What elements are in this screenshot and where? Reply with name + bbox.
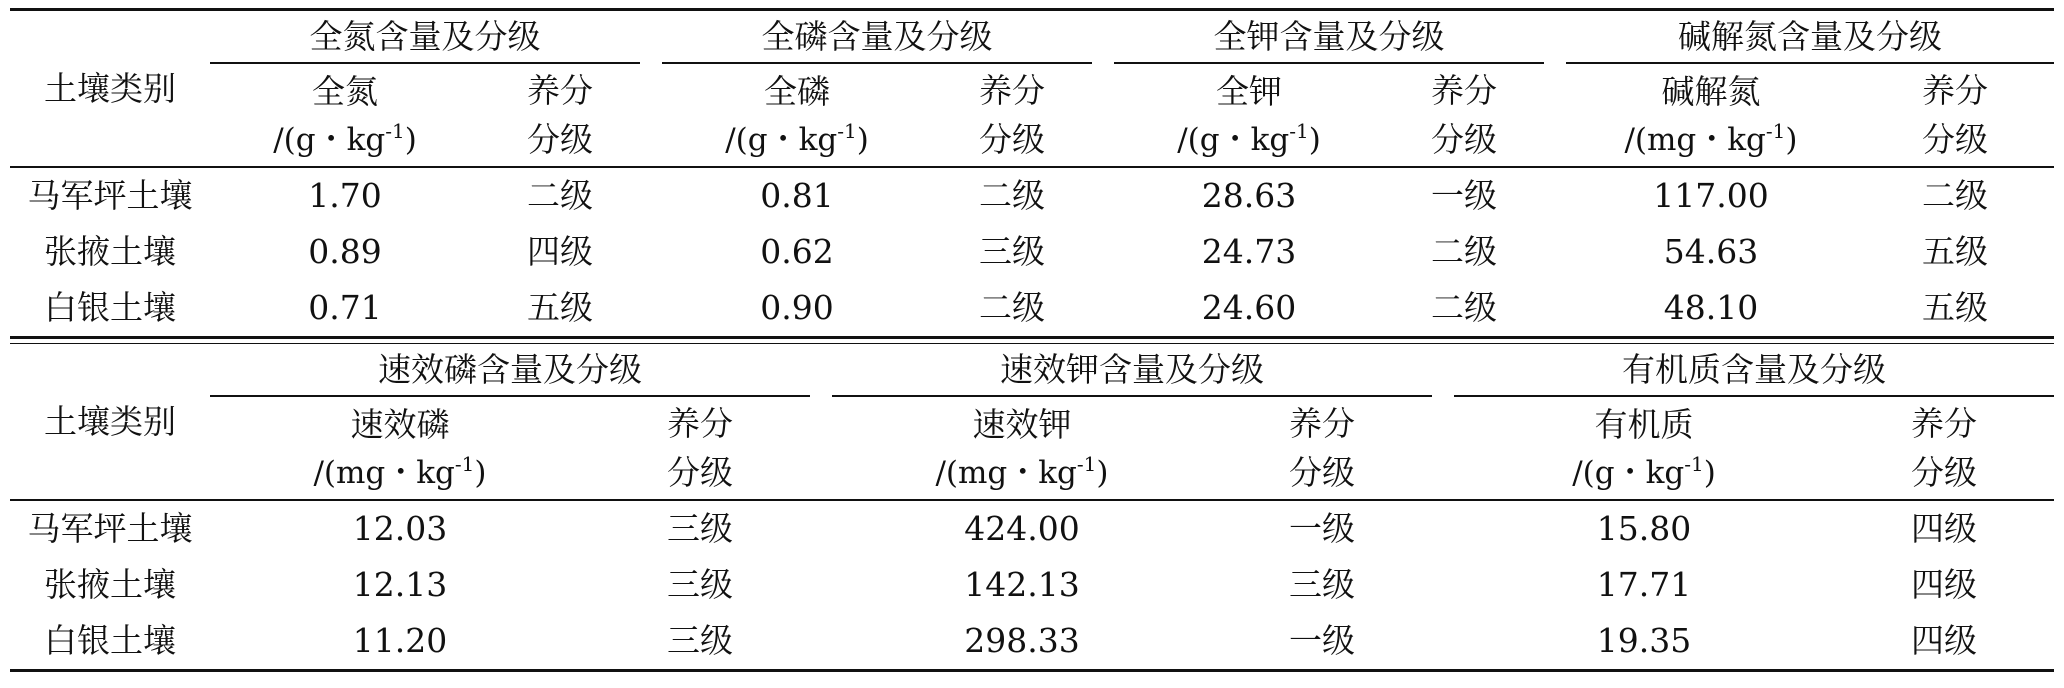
nutrient-table-figure: [10, 8, 2054, 672]
unit-label: /(g・$kg^{-1}$): [1177, 119, 1321, 158]
column-header: 全磷 /(g・$kg^{-1}$): [662, 63, 932, 167]
grade-header: 养分分级: [1384, 63, 1544, 167]
grade-header: 养分分级: [932, 63, 1092, 167]
table-row: [10, 500, 2054, 557]
column-header: 全氮 /(g・$kg^{-1}$): [210, 63, 480, 167]
unit-label: /(g・$kg^{-1}$): [273, 119, 417, 158]
value-cell: 12.13: [352, 565, 448, 605]
grade-cell: 二级: [1431, 288, 1497, 328]
column-header: 速效钾 /(mg・$kg^{-1}$): [832, 396, 1212, 500]
grade-cell: 四级: [1911, 565, 1977, 605]
value-cell: 28.63: [1201, 176, 1297, 216]
table-row: [10, 167, 2054, 224]
grade-cell: 二级: [979, 176, 1045, 216]
grade-cell: 三级: [1289, 565, 1355, 605]
value-cell: 12.03: [352, 509, 448, 549]
group-title: 全钾含量及分级: [1114, 11, 1544, 63]
bottom-rule: [10, 669, 2054, 672]
grade-cell: 一级: [1431, 176, 1497, 216]
value-cell: 0.71: [308, 288, 382, 328]
value-cell: 48.10: [1663, 288, 1759, 328]
grade-cell: 一级: [1289, 621, 1355, 661]
grade-cell: 二级: [979, 288, 1045, 328]
row-label: 张掖土壤: [44, 565, 176, 605]
value-cell: 424.00: [964, 509, 1080, 549]
table-upper: [10, 11, 2054, 336]
row-label: 白银土壤: [44, 288, 176, 328]
group-title: 速效磷含量及分级: [210, 344, 810, 396]
column-header: 全钾 /(g・$kg^{-1}$): [1114, 63, 1384, 167]
row-label: 张掖土壤: [44, 232, 176, 272]
grade-cell: 四级: [1911, 509, 1977, 549]
column-header: 碱解氮 /(mg・$kg^{-1}$): [1566, 63, 1856, 167]
group-title: 速效钾含量及分级: [832, 344, 1432, 396]
grade-cell: 四级: [527, 232, 593, 272]
unit-label: /(g・$kg^{-1}$): [725, 119, 869, 158]
unit-label: /(g・$kg^{-1}$): [1572, 452, 1716, 491]
grade-header: 养分分级: [1856, 63, 2054, 167]
grade-cell: 三级: [979, 232, 1045, 272]
value-cell: 54.63: [1663, 232, 1759, 272]
column-header: 速效磷 /(mg・$kg^{-1}$): [210, 396, 590, 500]
grade-cell: 四级: [1911, 621, 1977, 661]
grade-header: 养分分级: [590, 396, 810, 500]
value-cell: 0.89: [308, 232, 382, 272]
row-header: 土壤类别: [10, 344, 210, 500]
table-lower: [10, 344, 2054, 669]
row-header: 土壤类别: [10, 11, 210, 167]
unit-label: /(mg・$kg^{-1}$): [1624, 119, 1798, 158]
table-row: [10, 280, 2054, 336]
group-title: 有机质含量及分级: [1454, 344, 2054, 396]
grade-header: 养分分级: [1212, 396, 1432, 500]
unit-label: /(mg・$kg^{-1}$): [935, 452, 1109, 491]
table-row: [10, 557, 2054, 613]
group-title: 全磷含量及分级: [662, 11, 1092, 63]
grade-cell: 二级: [1922, 176, 1988, 216]
grade-header: 养分分级: [1834, 396, 2054, 500]
row-label: 白银土壤: [44, 621, 176, 661]
value-cell: 24.73: [1201, 232, 1297, 272]
value-cell: 0.62: [760, 232, 834, 272]
grade-header: 养分分级: [480, 63, 640, 167]
table-row: [10, 613, 2054, 669]
value-cell: 142.13: [964, 565, 1080, 605]
row-label: 马军坪土壤: [27, 509, 193, 549]
value-cell: 17.71: [1596, 565, 1692, 605]
grade-cell: 二级: [1431, 232, 1497, 272]
group-title: 全氮含量及分级: [210, 11, 640, 63]
group-title: 碱解氮含量及分级: [1566, 11, 2054, 63]
value-cell: 298.33: [964, 621, 1080, 661]
double-rule: [10, 336, 2054, 344]
value-cell: 11.20: [352, 621, 448, 661]
grade-cell: 二级: [527, 176, 593, 216]
grade-cell: 五级: [1922, 288, 1988, 328]
value-cell: 1.70: [308, 176, 382, 216]
unit-label: /(mg・$kg^{-1}$): [313, 452, 487, 491]
value-cell: 0.81: [760, 176, 834, 216]
table-row: [10, 224, 2054, 280]
value-cell: 19.35: [1596, 621, 1692, 661]
value-cell: 0.90: [760, 288, 834, 328]
grade-cell: 一级: [1289, 509, 1355, 549]
grade-cell: 三级: [667, 509, 733, 549]
value-cell: 15.80: [1596, 509, 1692, 549]
value-cell: 24.60: [1201, 288, 1297, 328]
grade-cell: 五级: [527, 288, 593, 328]
column-header: 有机质 /(g・$kg^{-1}$): [1454, 396, 1834, 500]
grade-cell: 三级: [667, 621, 733, 661]
value-cell: 117.00: [1653, 176, 1769, 216]
row-label: 马军坪土壤: [27, 176, 193, 216]
grade-cell: 三级: [667, 565, 733, 605]
grade-cell: 五级: [1922, 232, 1988, 272]
